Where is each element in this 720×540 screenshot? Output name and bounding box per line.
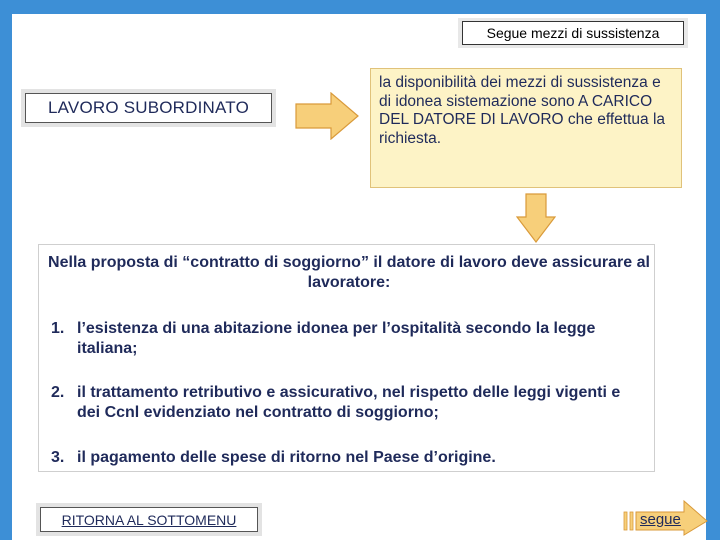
intro-text: Nella proposta di “contratto di soggiorno” il datore di lavoro deve assicurare al lavoratore: — [48, 254, 650, 291]
list-item-number: 3. — [51, 449, 65, 466]
list-item-text: il trattamento retributivo e assicurativo, nel rispetto delle leggi vigenti e dei Ccnl evidenziato nel contratto di soggiorno; — [77, 384, 621, 421]
list-item — [51, 383, 641, 423]
back-to-submenu-button[interactable] — [36, 503, 262, 536]
lavoro-subordinato-label: LAVORO SUBORDINATO — [25, 93, 272, 123]
list-item — [51, 448, 641, 468]
header-title: Segue mezzi di sussistenza — [462, 21, 684, 45]
info-box: la disponibilità dei mezzi di sussistenza e di idonea sistemazione sono A CARICO DEL DATORE DI LAVORO che effettua la richiesta. — [370, 68, 682, 188]
list-item-text: il pagamento delle spese di ritorno nel Paese d’origine. — [77, 449, 496, 466]
list-item-number: 1. — [51, 320, 65, 337]
right-arrow-icon — [295, 92, 359, 140]
list-item — [51, 319, 641, 359]
header-title-box — [458, 18, 688, 48]
back-to-submenu-label[interactable]: RITORNA AL SOTTOMENU — [40, 507, 258, 532]
list-item-number: 2. — [51, 384, 65, 401]
next-label[interactable]: segue — [640, 511, 681, 528]
lavoro-subordinato-box — [21, 89, 276, 127]
main-content-box — [38, 244, 655, 472]
down-arrow-icon — [516, 193, 556, 243]
next-button[interactable] — [622, 498, 708, 536]
list-item-text: l’esistenza di una abitazione idonea per l’ospitalità secondo la legge italiana; — [77, 320, 596, 357]
